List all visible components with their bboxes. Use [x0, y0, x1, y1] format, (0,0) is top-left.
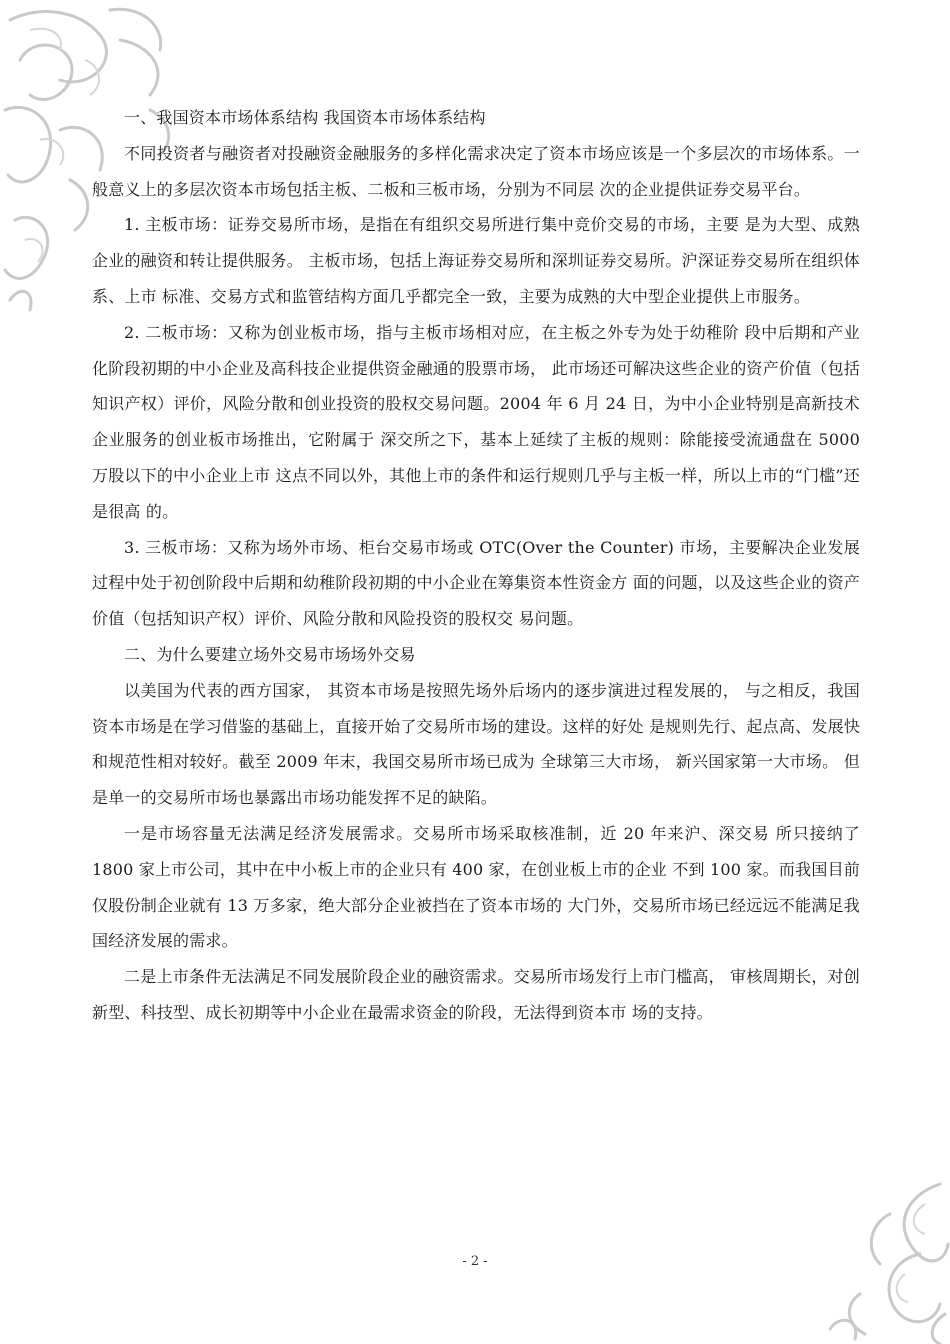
paragraph: 1. 主板市场：证券交易所市场，是指在有组织交易所进行集中竞价交易的市场，主要 是为大型、成熟企业的融资和转让提供服务。 主板市场，包括上海证券交易所和深圳证券交易所。沪深证券交易所在组织体系、上市 标准、交易方式和监管结构方面几乎都完全一致，主要为成熟的大中型企业提供上市服务。 — [92, 215, 860, 306]
paragraph: 3. 三板市场：又称为场外市场、柜台交易市场或 OTC(Over the Counter) 市场，主要解决企业发展过程中处于初创阶段中后期和幼稚阶段初期的中小企业在筹集资本性资金方 面的问题，以及这些企业的资产价值（包括知识产权）评价、风险分散和风险投资的股权交 易问题。 — [92, 537, 860, 629]
section-heading-2: 二、为什么要建立场外交易市场场外交易 — [124, 644, 416, 664]
paragraph: 以美国为代表的西方国家， 其资本市场是按照先场外后场内的逐步演进过程发展的， 与之相反，我国资本市场是在学习借鉴的基础上，直接开始了交易所市场的建设。这样的好处 是规则先行、起点高、发展快和规范性相对较好。截至 2009 年末，我国交易所市场已成为 全球第三大市场， 新兴国家第一大市场。 但是单一的交易所市场也暴露出市场功能发挥不足的缺陷。 — [92, 680, 860, 808]
paragraph: 不同投资者与融资者对投融资金融服务的多样化需求决定了资本市场应该是一个多层次的市场体系。一般意义上的多层次资本市场包括主板、二板和三板市场，分别为不同层 次的企业提供证券交易平台。 — [92, 143, 860, 199]
paragraph: 二是上市条件无法满足不同发展阶段企业的融资需求。交易所市场发行上市门槛高， 审核周期长，对创新型、科技型、成长初期等中小企业在最需求资金的阶段，无法得到资本市 场的支持。 — [92, 967, 860, 1022]
paragraph: 一是市场容量无法满足经济发展需求。交易所市场采取核准制，近 20 年来沪、深交易 所只接纳了 1800 家上市公司，其中在中小板上市的企业只有 400 家，在创业板上市的企业 不到 100 家。而我国目前仅股份制企业就有 13 万多家，绝大部分企业被挡在了资本市场的 大门外，交易所市场已经远远不能满足我国经济发展的需求。 — [92, 823, 860, 951]
document-body — [92, 100, 860, 1031]
paragraph: 2. 二板市场：又称为创业板市场，指与主板市场相对应，在主板之外专为处于幼稚阶 段中后期和产业化阶段初期的中小企业及高科技企业提供资金融通的股票市场， 此市场还可解决这些企业的资产价值（包括知识产权）评价，风险分散和创业投资的股权交易问题。2004 年 6 月 24 日，为中小企业特别是高新技术企业服务的创业板市场推出，它附属于 深交所之下，基本上延续了主板的规则：除能接受流通盘在 5000 万股以下的中小企业上市 这点不同以外，其他上市的条件和运行规则几乎与主板一样，所以上市的“门槛”还是很高 的。 — [92, 322, 860, 521]
page-number: - 2 - — [462, 1254, 488, 1269]
section-heading-1: 一、我国资本市场体系结构 我国资本市场体系结构 — [124, 108, 486, 127]
